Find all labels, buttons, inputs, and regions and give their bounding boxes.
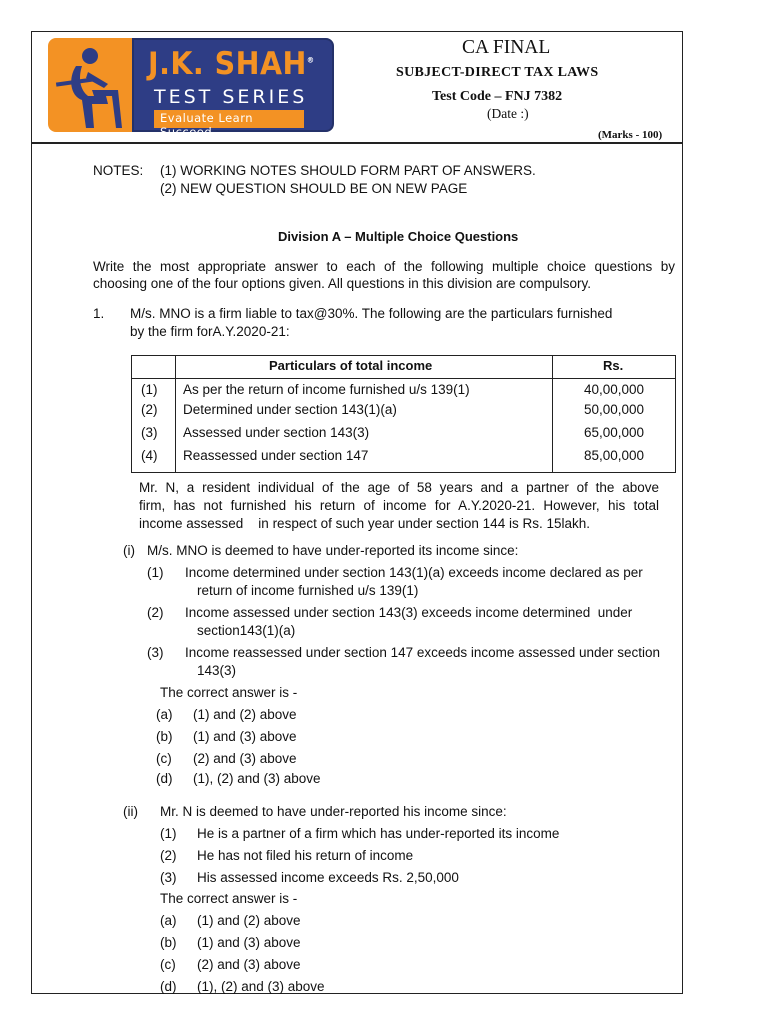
- statement-number: (3): [160, 870, 177, 885]
- table-header-particulars: Particulars of total income: [269, 358, 433, 373]
- question-number: 1.: [93, 306, 105, 321]
- statement-text: Income determined under section 143(1)(a) exceeds income declared as per: [185, 565, 643, 580]
- option-text: (1), (2) and (3) above: [197, 979, 325, 994]
- table-header-amount: Rs.: [603, 358, 624, 373]
- subject-title: SUBJECT-DIRECT TAX LAWS: [396, 65, 599, 80]
- division-title: Division A – Multiple Choice Questions: [278, 229, 519, 244]
- option-text: (1) and (3) above: [193, 729, 297, 744]
- statement-text: Income reassessed under section 147 exceeds income assessed under section: [185, 645, 661, 660]
- logo-orange-panel: [48, 38, 136, 132]
- exam-title: CA FINAL: [462, 37, 551, 58]
- statement-number: (2): [147, 605, 164, 620]
- option-text: (1) and (2) above: [197, 913, 301, 928]
- statement-number: (3): [147, 645, 164, 660]
- jk-shah-logo: [48, 38, 334, 139]
- subquestion-label: (ii): [123, 804, 138, 819]
- exam-date: (Date :): [487, 106, 529, 121]
- instructions-line: choosing one of the four options given. All questions in this division are compulsory.: [93, 276, 592, 291]
- option-text: (1) and (2) above: [193, 707, 297, 722]
- note-item: (1) WORKING NOTES SHOULD FORM PART OF ANSWERS.: [160, 163, 536, 178]
- option-key: (c): [160, 957, 176, 972]
- logo-brand: J.K. SHAH®: [148, 46, 315, 82]
- logo-series: TEST SERIES: [154, 86, 308, 108]
- statement-text: section143(1)(a): [197, 623, 296, 638]
- statement-text: return of income furnished u/s 139(1): [197, 583, 419, 598]
- test-code: Test Code – FNJ 7382: [432, 89, 563, 104]
- question-text: M/s. MNO is a firm liable to tax@30%. The following are the particulars furnished: [130, 306, 613, 321]
- option-text: (2) and (3) above: [197, 957, 301, 972]
- question-text: by the firm forA.Y.2020-21:: [130, 324, 290, 339]
- logo-tagline: Evaluate Learn Succeed: [160, 111, 254, 139]
- option-key: (c): [156, 751, 172, 766]
- header-divider: [31, 142, 683, 144]
- marks: (Marks - 100): [598, 129, 663, 141]
- instructions-line: Write the most appropriate answer to each of the following multiple choice questions by: [93, 259, 675, 274]
- option-key: (b): [156, 729, 173, 744]
- case-paragraph: Mr. N, a resident individual of the age of 58 years and a partner of the above: [139, 480, 659, 495]
- subquestion-label: (i): [123, 543, 135, 558]
- student-writing-icon: [48, 38, 136, 132]
- subquestion-stem: M/s. MNO is deemed to have under-reported its income since:: [147, 543, 519, 558]
- statement-text: He is a partner of a firm which has under-reported its income: [197, 826, 560, 841]
- option-key: (d): [156, 771, 173, 786]
- option-key: (a): [160, 913, 177, 928]
- option-key: (b): [160, 935, 177, 950]
- table-col-divider: [175, 355, 176, 473]
- option-text: (2) and (3) above: [193, 751, 297, 766]
- statement-text: He has not filed his return of income: [197, 848, 414, 863]
- case-paragraph: firm, has not furnished his return of income for A.Y.2020-21. However, his total: [139, 498, 659, 513]
- statement-text: 143(3): [197, 663, 237, 678]
- notes-label: NOTES:: [93, 163, 144, 178]
- option-text: (1), (2) and (3) above: [193, 771, 321, 786]
- table-header-divider: [131, 378, 676, 379]
- subquestion-stem: Mr. N is deemed to have under-reported his income since:: [160, 804, 507, 819]
- statement-text: His assessed income exceeds Rs. 2,50,000: [197, 870, 459, 885]
- case-paragraph: income assessed in respect of such year under section 144 is Rs. 15lakh.: [139, 516, 590, 531]
- table-col-divider: [552, 355, 553, 473]
- answer-prompt: The correct answer is -: [160, 891, 298, 906]
- statement-number: (2): [160, 848, 177, 863]
- logo-tagline-bar: [154, 110, 304, 139]
- statement-number: (1): [147, 565, 164, 580]
- note-item: (2) NEW QUESTION SHOULD BE ON NEW PAGE: [160, 181, 468, 196]
- option-text: (1) and (3) above: [197, 935, 301, 950]
- answer-prompt: The correct answer is -: [160, 685, 298, 700]
- option-key: (d): [160, 979, 177, 994]
- option-key: (a): [156, 707, 173, 722]
- statement-number: (1): [160, 826, 177, 841]
- statement-text: Income assessed under section 143(3) exceeds income determined under: [185, 605, 633, 620]
